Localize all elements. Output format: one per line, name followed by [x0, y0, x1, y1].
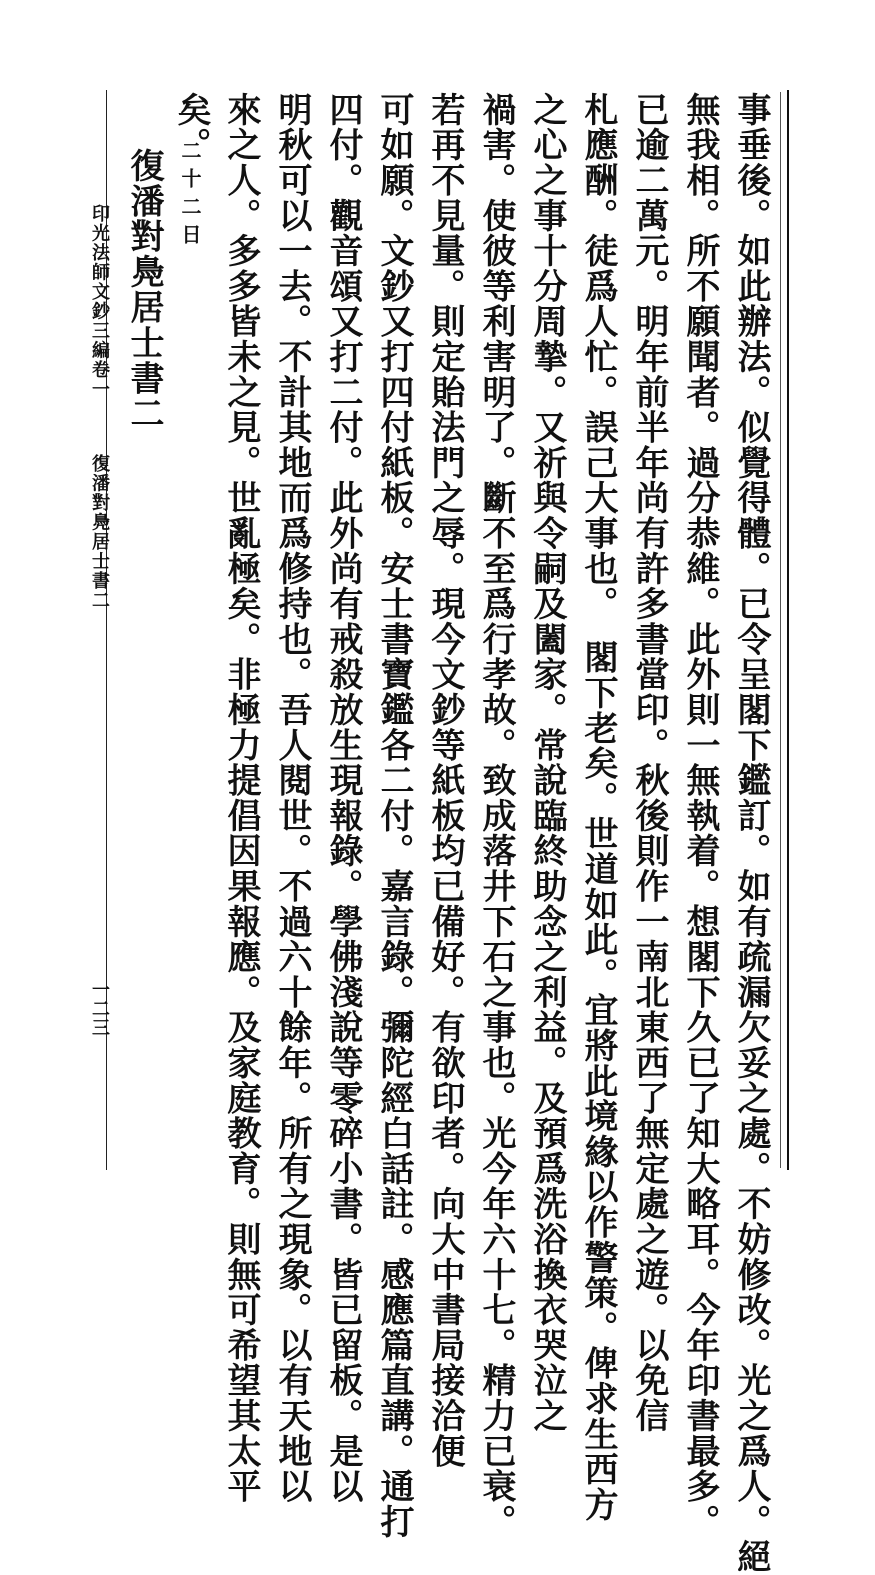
- page-border-line: [787, 90, 789, 1170]
- letter-date: 二十二日: [178, 140, 202, 252]
- text-column-4: 札應酬。徒爲人忙。誤己大事也。 閣下老矣。世道如此。宜將此境緣以作警策。俾求生西方: [578, 92, 618, 1523]
- text-column-12: 矣。: [171, 92, 211, 163]
- text-column-8: 可如願。文鈔又打四付紙板。安士書寶鑑各二付。嘉言錄。彌陀經白話註。感應篇直講。通打: [374, 92, 414, 1540]
- text-column-3: 已逾二萬元。明年前半年尚有許多書當印。秋後則作一南北東西了無定處之遊。以免信: [629, 92, 669, 1434]
- text-column-9: 四付。觀音頌又打二付。此外尚有戒殺放生現報錄。學佛淺說等零碎小書。皆已留板。是以: [323, 92, 363, 1504]
- text-column-5: 之心之事十分周摯。又祈與令嗣及闔家。常說臨終助念之利益。及預爲洗浴換衣哭泣之: [527, 92, 567, 1434]
- section-title: 復潘對鳧居士書二: [89, 454, 110, 610]
- text-column-1: 事垂後。如此辦法。似覺得體。已令呈閣下鑑訂。如有疏漏欠妥之處。不妨修改。光之爲人。絕: [731, 92, 771, 1575]
- text-column-7: 若再不見量。則定貽法門之辱。現今文鈔等紙板均已備好。有欲印者。向大中書局接洽便: [425, 92, 465, 1469]
- text-column-6: 禍害。使彼等利害明了。斷不至爲行孝故。致成落井下石之事也。光今年六十七。精力已衰。: [476, 92, 516, 1540]
- text-column-2: 無我相。所不願聞者。過分恭維。此外則一無執着。想閣下久已了知大略耳。今年印書最多。: [680, 92, 720, 1540]
- text-column-11: 來之人。多多皆未之見。世亂極矣。非極力提倡因果報應。及家庭教育。則無可希望其太平: [221, 92, 261, 1504]
- page-border-inner-line: [780, 92, 781, 1168]
- text-column-10: 明秋可以一去。不計其地而爲修持也。吾人閱世。不過六十餘年。所有之現象。以有天地以: [272, 92, 312, 1504]
- letter-title: 復潘對鳧居士書二: [124, 148, 164, 432]
- book-title: 印光法師文鈔三編卷一: [89, 204, 110, 399]
- page-number: 一二三: [89, 980, 110, 1037]
